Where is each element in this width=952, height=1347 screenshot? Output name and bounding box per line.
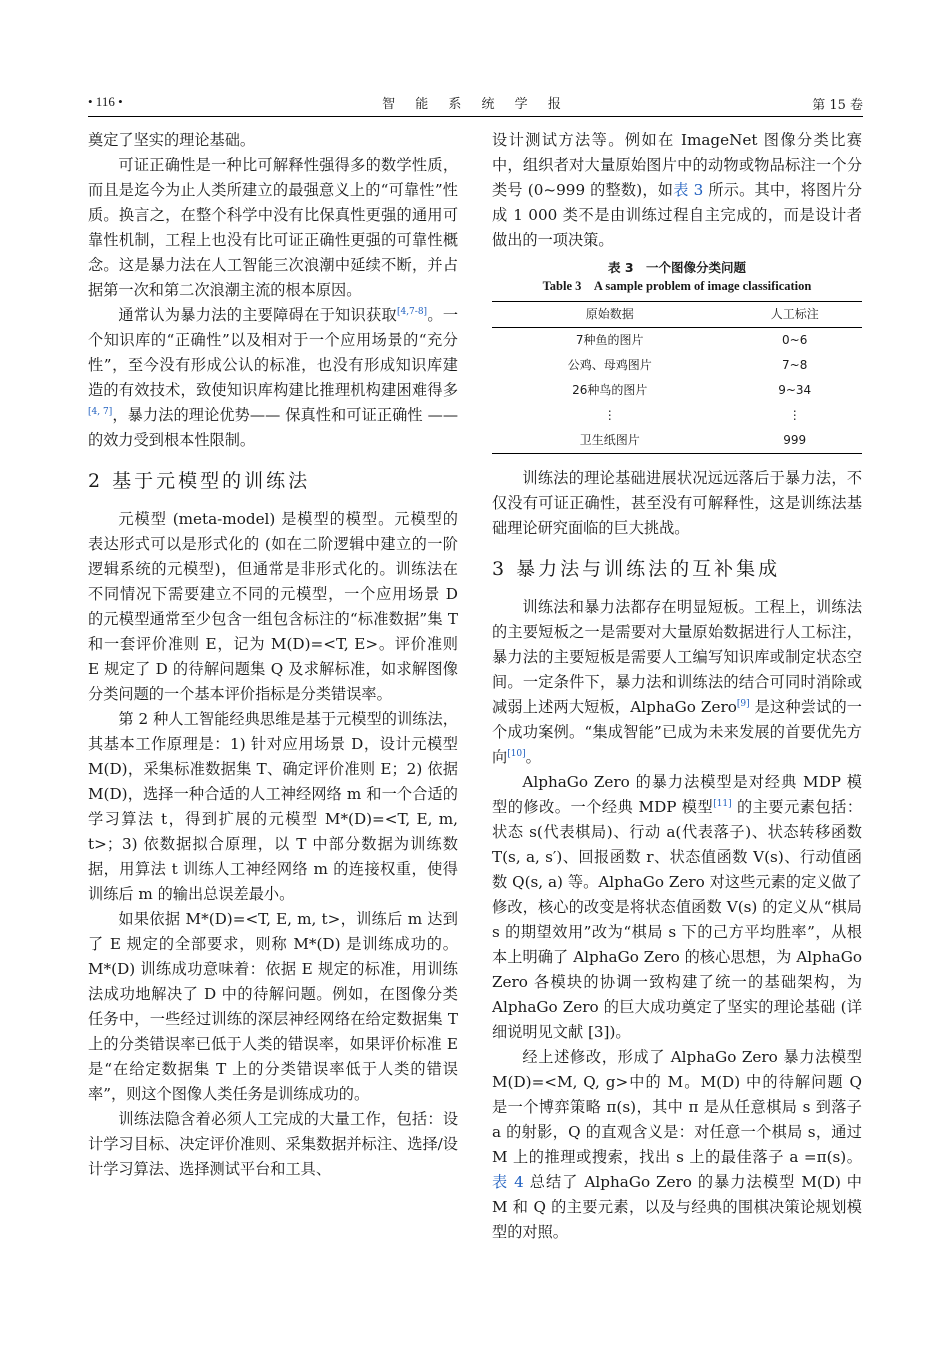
- citation-ref[interactable]: [9]: [736, 698, 750, 709]
- table-header-row: [492, 302, 862, 328]
- paragraph: [88, 303, 458, 453]
- right-column: [492, 128, 862, 1245]
- table-cell: 7~8: [782, 358, 808, 372]
- table-cell: 26种鸟的图片: [572, 383, 648, 397]
- classification-table: [492, 301, 862, 454]
- section-heading: 2 基于元模型的训练法: [88, 470, 311, 492]
- paragraph: 第 2 种人工智能经典思维是基于元模型的训练法，其基本工作原理是：1) 针对应用场景 D，设计元模型 M(D)，采集标准数据集 T、确定评价准则 E；2) 依据 M(D)，选择一种合适的人工神经网络 m 和一个合适的学习算法 t，得到扩展的元模型 M*(D)=<T, E, m, t>；3) 依数据拟合原理，以 T 中部分数据为训练数据，用算法 t 训练人工神经网络 m 的连接权重，使得训练后 m 的输出总误差最小。: [88, 710, 458, 903]
- text-run: 总结了 AlphaGo Zero 的暴力法模型 M(D) 中 M 和 Q 的主要元素，以及与经典的围棋决策论规划模型的对照。: [492, 1173, 862, 1241]
- table-row: [492, 353, 862, 378]
- table-row: [492, 378, 862, 403]
- citation-ref[interactable]: [4,7-8]: [396, 306, 428, 317]
- paragraph: [492, 595, 862, 770]
- header-rule: [88, 116, 863, 117]
- table-cell: 0~6: [782, 333, 808, 347]
- table-row: [492, 328, 862, 354]
- section-heading: 3 暴力法与训练法的互补集成: [492, 558, 781, 580]
- text-run: 所示。其中，将图片分成 1 000 类不是由训练过程自主完成的，而是设计者做出的一项决策。: [492, 181, 863, 249]
- text-run: AlphaGo Zero 的暴力法模型是对经典 MDP 模型的修改。一个经典 MDP 模型: [492, 773, 862, 816]
- text-run: 通常认为暴力法的主要障碍在于知识获取: [118, 306, 397, 324]
- page-header: [88, 90, 863, 114]
- table-caption-cn: 表 3 一个图像分类问题: [607, 260, 747, 275]
- table-cell: 公鸡、母鸡图片: [567, 358, 652, 372]
- volume-label: 第 15 卷: [812, 98, 863, 113]
- text-run: 经上述修改，形成了 AlphaGo Zero 暴力法模型 M(D)=<M, Q, g>中的 M。M(D) 中的待解问题 Q 是一个博弈策略 π(s)，其中 π 是从任意棋局 s 到落子 a 的射影，Q 的直观含义是：对任意一个棋局 s，通过 M 上的推理或搜索，找出 s 上的最佳落子 a =π(s)。: [492, 1048, 862, 1166]
- paragraph: [492, 1045, 862, 1245]
- citation-ref[interactable]: [10]: [507, 748, 526, 759]
- paragraph: 元模型 (meta-model) 是模型的模型。元模型的表达形式可以是形式化的 (如在二阶逻辑中建立的一阶逻辑系统的元模型)，但通常是非形式化的。训练法在不同情况下需要建立不同的元模型，一个应用场景 D 的元模型通常至少包含一组包含标注的“标准数据”集 T 和一套评价准则 E，记为 M(D)=<T, E>。评价准则 E 规定了 D 的待解问题集 Q 及求解标准，如求解图像分类问题的一个基本评价指标是分类错误率。: [88, 510, 458, 703]
- table-link[interactable]: 表 4: [492, 1173, 524, 1191]
- table-cell: 9~34: [778, 383, 812, 397]
- left-column: [88, 128, 458, 1182]
- table-cell: 卫生纸图片: [579, 433, 640, 447]
- table-row: [492, 403, 862, 428]
- text-run: 。一个知识库的“正确性”以及相对于一个应用场景的“充分性”，至今没有形成公认的标准，也没有形成知识库建造的有效技术，致使知识库构建比推理机构建困难得多: [88, 306, 459, 399]
- table-link[interactable]: 表 3: [673, 181, 704, 199]
- text-run: 的主要元素包括：状态 s(代表棋局)、行动 a(代表落子)、状态转移函数 T(s, a, s′)、回报函数 r、状态值函数 V(s)、行动值函数 Q(s, a) 等。AlphaGo Zero 对这些元素的定义做了修改，核心的改变是将状态值函数 V(s) 的定义从“棋局 s 的期望效用”改为“棋局 s 下的己方平均胜率”，从根本上明确了 AlphaGo Zero 的核心思想，为 AlphaGo Zero 各模块的协调一致构建了统一的基础架构，为 AlphaGo Zero 的巨大成功奠定了坚实的理论基础 (详细说明见文献 [3])。: [492, 798, 863, 1041]
- table-header-cell: 原始数据: [585, 307, 634, 321]
- text-run: 训练法和暴力法都存在明显短板。工程上，训练法的主要短板之一是需要对大量原始数据进行人工标注，暴力法的主要短板是需要人工编写知识库或制定状态空间。一定条件下，暴力法和训练法的结合可同时消除或减弱上述两大短板，AlphaGo Zero: [492, 598, 862, 716]
- table-block: [492, 259, 862, 454]
- text-run: 设计测试方法等。例如在 ImageNet 图像分类比赛中，组织者对大量原始图片中的动物或物品标注一个分类号 (0~999 的整数)，如: [492, 131, 862, 199]
- table-row: [492, 428, 862, 454]
- journal-title: 智 能 系 统 学 报: [382, 97, 569, 112]
- citation-ref[interactable]: [4, 7]: [88, 406, 113, 417]
- page-number: • 116 •: [88, 94, 123, 109]
- paragraph: 可证正确性是一种比可解释性强得多的数学性质，而且是迄今为止人类所建立的最强意义上的“可靠性”性质。换言之，在整个科学中没有比保真性更强的通用可靠性机制，工程上也没有比可证正确性更强的可靠性概念。这是暴力法在人工智能三次浪潮中延续不断，并占据第一次和第二次浪潮主流的根本原因。: [88, 156, 458, 299]
- text-run: 。: [525, 748, 541, 766]
- text-run: ，暴力法的理论优势—— 保真性和可证正确性 —— 的效力受到根本性限制。: [88, 406, 459, 449]
- paragraph: 训练法隐含着必须人工完成的大量工作，包括：设计学习目标、决定评价准则、采集数据并标注、选择/设计学习算法、选择测试平台和工具、: [88, 1110, 458, 1178]
- table-cell: 999: [783, 433, 807, 447]
- paragraph: 训练法的理论基础进展状况远远落后于暴力法，不仅没有可证正确性，甚至没有可解释性，这是训练法基础理论研究面临的巨大挑战。: [492, 469, 862, 537]
- table-cell: ⋮: [603, 408, 616, 422]
- table-cell: 7种鱼的图片: [575, 333, 644, 347]
- table-header-cell: 人工标注: [770, 307, 819, 321]
- table-cell: ⋮: [788, 408, 801, 422]
- text-run: 是这种尝试的一个成功案例。“集成智能”已成为未来发展的首要优先方向: [492, 698, 862, 766]
- table-caption-en: Table 3 A sample problem of image classification: [542, 279, 812, 293]
- paragraph: 如果依据 M*(D)=<T, E, m, t>，训练后 m 达到了 E 规定的全部要求，则称 M*(D) 是训练成功的。M*(D) 训练成功意味着：依据 E 规定的标准，用训练法成功地解决了 D 中的待解问题。例如，在图像分类任务中，一些经过训练的深层神经网络在给定数据集 T 上的分类错误率已低于人类的错误率，如果评价标准 E 是“在给定数据集 T 上的分类错误率低于人类的错误率”，则这个图像人类任务是训练成功的。: [88, 910, 458, 1103]
- paragraph: [492, 770, 862, 1045]
- citation-ref[interactable]: [11]: [713, 798, 732, 809]
- paragraph: 奠定了坚实的理论基础。: [88, 131, 256, 149]
- paragraph: [492, 128, 862, 253]
